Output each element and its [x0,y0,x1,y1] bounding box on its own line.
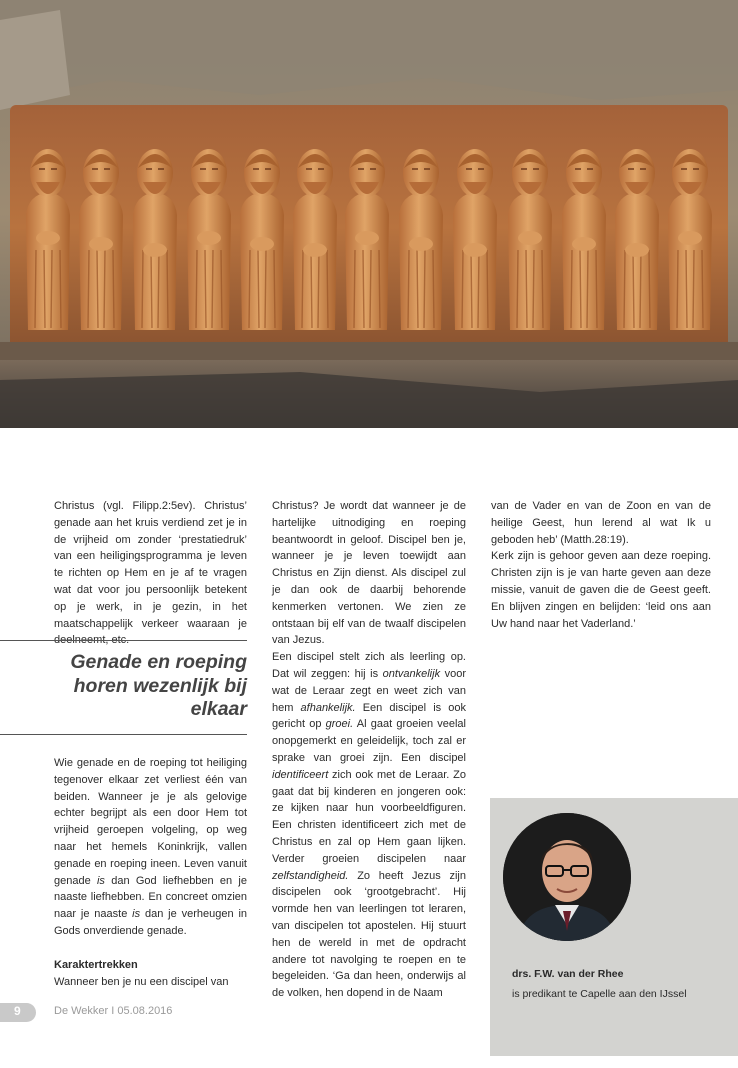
footer-publication: De Wekker I 05.08.2016 [54,1005,173,1017]
section-heading [30,651,247,722]
heading-line-3: elkaar [190,698,247,720]
apostle-figure [133,149,177,330]
page-number: 9 [14,1004,21,1018]
column-2-paragraph-1: Christus? Je wordt dat wanneer je de hartelijke uitnodiging en roeping beantwoordt in geloof. Discipel ben je, wanneer je je leven toewijdt aan Christus en Zijn dienst. Als discipel zul je dan ook de daarbij behorende kenmerken vertonen. We zien ze ontstaan bij elf van de twaalf discipelen van Jezus. [272,500,466,647]
author-portrait-icon [503,813,631,941]
apostles-relief-photo [0,0,738,428]
apostle-figure [187,149,231,330]
apostle-figure [26,149,70,330]
apostle-figure [79,149,123,330]
apostle-figure [615,149,659,330]
column-3-paragraph-2: Kerk zijn is gehoor geven aan deze roeping. Christen zijn is je van harte geven aan deze missie, vanuit de gaven die de Geest geeft. En blijven zingen en belijden: ‘leid ons aan Uw hand naar het Vaderland.’ [491,550,711,630]
apostle-figure [399,149,443,330]
column-1-continued [54,755,247,990]
apostle-figure [508,149,552,330]
column-2-paragraph-2: Een discipel stelt zich als leerling op. Dat wil zeggen: hij is ontvankelijk voor wat de Leraar zegt en weet zich van hem afhankelijk. Een discipel is ook gericht op groei. Al gaat groeien veelal onopgemerkt en geleidelijk, toch zal er sprake van groei zijn. Een discipel identificeert zich ook met de Leraar. Zo gaat dat bij kinderen en jongeren ook: ze kijken naar hun voorbeeldfiguren. Een christen identificeert zich met de Christus en zal op Hem gaan lijken. Verder groeien discipelen naar zelfstandigheid. Zo heeft Jezus zijn discipelen ook ‘grootgebracht’. Hij vormde hen van leerlingen tot leraren, van discipelen tot apostelen. Hij stuurt hen de wereld in met de opdracht andere tot navolging te roepen en te begeleiden. ‘Ga dan heen, onderwijs al de volken, hen dopend in de Naam [272,651,466,1000]
apostle-figure [293,149,337,330]
apostle-figure [240,149,284,330]
heading-line-1: Genade en roeping [70,651,247,673]
column-1b-paragraph-2: Wanneer ben je nu een discipel van [54,975,229,988]
heading-rule-top [0,640,247,641]
apostle-figure [562,149,606,330]
heading-rule-bottom [0,734,247,735]
column-3-paragraph-1: van de Vader en van de Zoon en van de heilige Geest, hun lerend al wat Ik u geboden heb’ (Matth.28:19). [491,500,711,546]
heading-line-2: horen wezenlijk bij [73,674,247,697]
column-1-paragraph: Christus (vgl. Filipp.2:5ev). Christus’ genade aan het kruis verdiend zet je in de vrijheid om zonder ‘prestatiedruk’ van een heiligingsprogramma je leven te richten op Hem en je af te vragen wat dat voor jou persoonlijk betekent op je werk, in je gezin, in het maatschappelijk verkeer waaraan je deelneemt, etc. [54,500,247,647]
subheading-karaktertrekken: Karaktertrekken [54,958,138,971]
column-2 [272,498,466,1002]
author-name: drs. F.W. van der Rhee [512,968,624,980]
relief-illustration [0,0,738,428]
column-1b-paragraph-1: Wie genade en de roeping tot heiliging tegenover elkaar zet verliest één van beiden. Wanneer je je als gelovige echter begrijpt als een door Hem tot vrijheid geroepen volgeling, op weg naar het hemels Koninkrijk, vallen genade en roeping ineen. Leven vanuit genade is dan God liefhebben en je naaste liefhebben. En concreet omzien naar je naaste is dan je verheugen in Gods onverdiende genade. [54,757,247,937]
apostle-figure [453,149,497,330]
author-avatar [503,813,631,941]
column-3 [491,498,711,632]
column-1 [54,498,247,649]
apostle-figure [345,149,389,330]
author-description: is predikant te Capelle aan den IJssel [512,988,687,1000]
apostle-figure [668,149,712,330]
